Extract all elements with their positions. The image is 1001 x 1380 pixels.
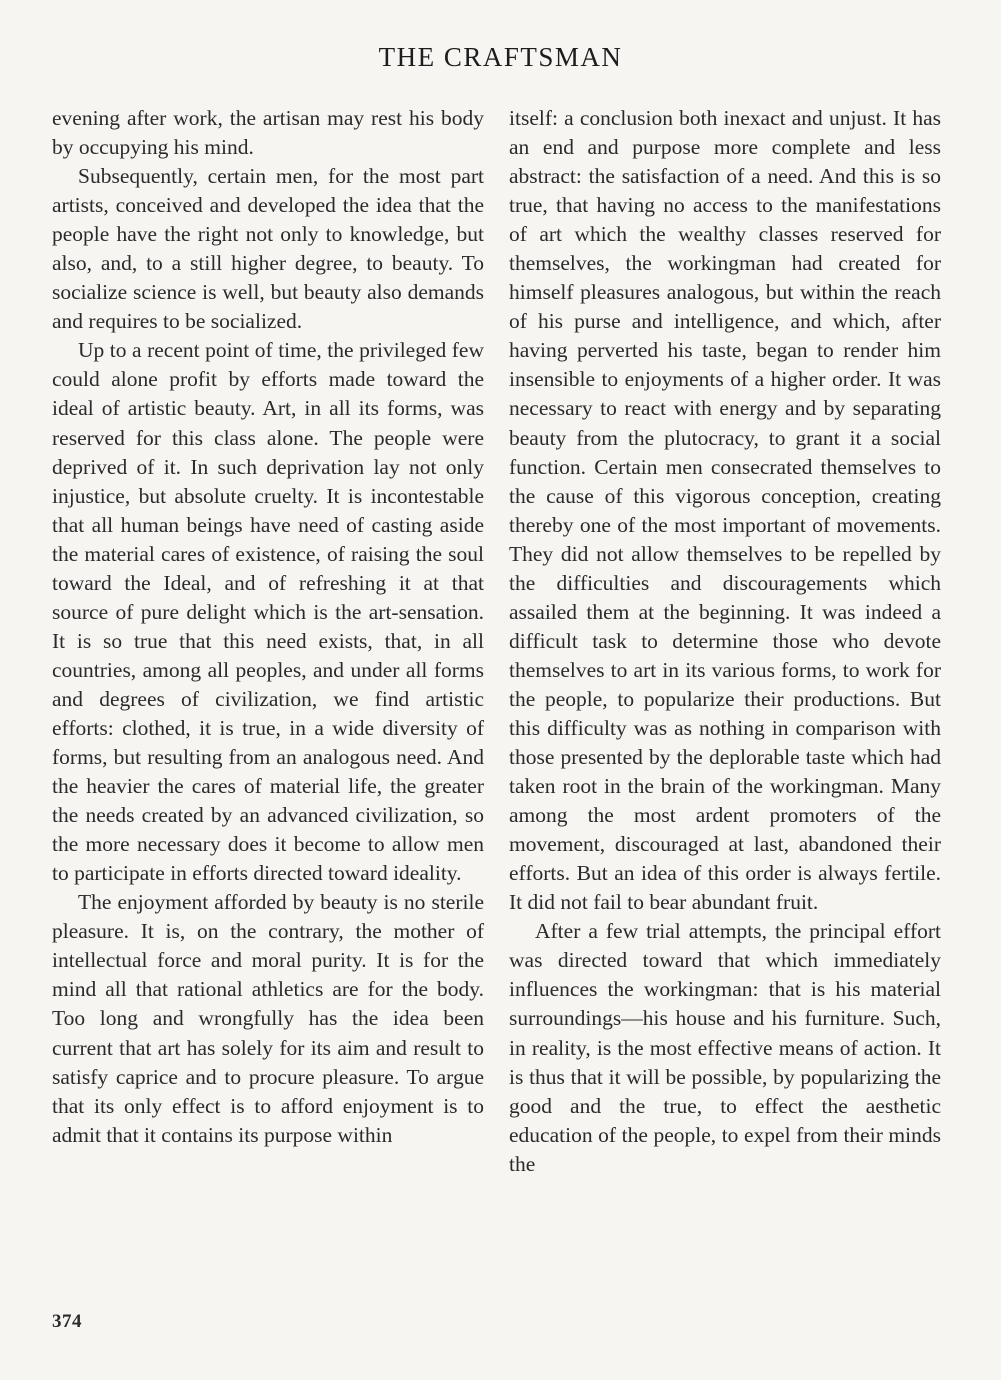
- left-paragraph-4: The enjoyment afforded by beauty is no sterile pleasure. It is, on the contrary, the mother of intellectual force and moral purity. It is for the mind all that rational athletics are for the body. Too long and wrongfully has the idea been current that art has solely for its aim and result to satisfy caprice and to procure pleasure. To argue that its only effect is to afford enjoyment is to admit that it contains its purpose within: [52, 890, 484, 1147]
- right-paragraph-2: After a few trial attempts, the principal effort was directed toward that which immediately influences the workingman: that is his material surroundings—his house and his furniture. Such, in reality, is the most effective means of action. It is thus that it will be possible, by popularizing the good and the true, to effect the aesthetic education of the people, to expel from their minds the: [509, 919, 941, 1176]
- left-paragraph-2: Subsequently, certain men, for the most part artists, conceived and developed the idea that the people have the right not only to knowledge, but also, and, to a still higher degree, to beauty. To socialize science is well, but beauty also demands and requires to be socialized.: [52, 164, 484, 334]
- right-text-column: [509, 104, 941, 1179]
- running-header-title: THE CRAFTSMAN: [378, 42, 623, 72]
- right-paragraph-1: itself: a conclusion both inexact and unjust. It has an end and purpose more complete and less abstract: the satisfaction of a need. And this is so true, that having no access to the manifestations of art which the wealthy classes reserved for themselves, the workingman had created for himself pleasures analogous, but within the reach of his purse and intelligence, and which, after having perverted his taste, began to render him insensible to enjoyments of a higher order. It was necessary to react with energy and by separating beauty from the plutocracy, to grant it a social function. Certain men consecrated themselves to the cause of this vigorous conception, creating thereby one of the most important of movements. They did not allow themselves to be repelled by the difficulties and discouragements which assailed them at the beginning. It was indeed a difficult task to determine those who devote themselves to art in its various forms, to work for the people, to popularize their productions. But this difficulty was as nothing in comparison with those presented by the deplorable taste which had taken root in the brain of the workingman. Many among the most ardent promoters of the movement, discouraged at last, abandoned their efforts. But an idea of this order is always fertile. It did not fail to bear abundant fruit.: [509, 106, 941, 915]
- left-paragraph-1: evening after work, the artisan may rest his body by occupying his mind.: [52, 106, 484, 160]
- left-text-column: [52, 104, 484, 1150]
- left-paragraph-3: Up to a recent point of time, the privileged few could alone profit by efforts made toward the ideal of artistic beauty. Art, in all its forms, was reserved for this class alone. The people were deprived of it. In such deprivation lay not only injustice, but absolute cruelty. It is incontestable that all human beings have need of casting aside the material cares of existence, of raising the soul toward the Ideal, and of refreshing it at that source of pure delight which is the art-sensation. It is so true that this need exists, that, in all countries, among all peoples, and under all forms and degrees of civilization, we find artistic efforts: clothed, it is true, in a wide diversity of forms, but resulting from an analogous need. And the heavier the cares of material life, the greater the needs created by an advanced civilization, so the more necessary does it become to allow men to participate in efforts directed toward ideality.: [52, 338, 484, 886]
- page-number: 374: [52, 1311, 82, 1332]
